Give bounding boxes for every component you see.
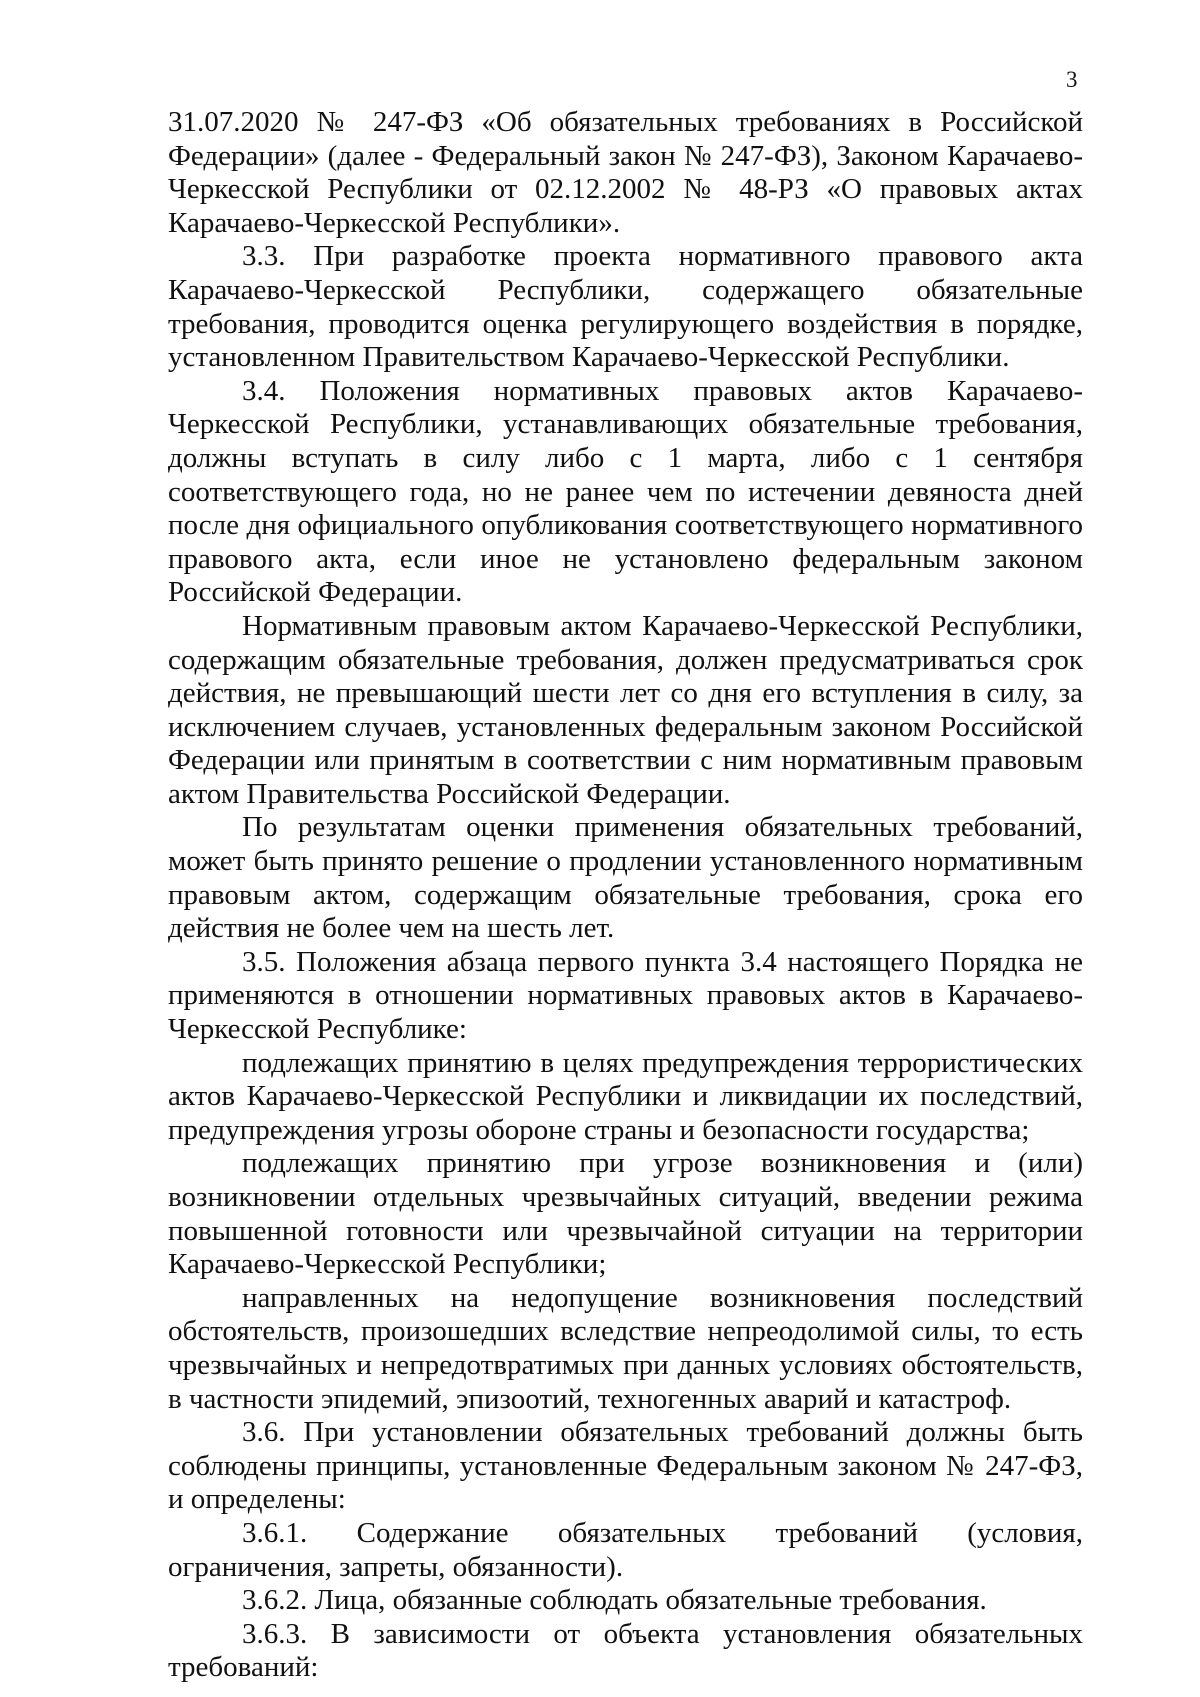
document-body <box>168 106 1083 1685</box>
paragraph-3-6-2: 3.6.2. Лица, обязанные соблюдать обязательные требования. <box>242 1584 987 1617</box>
list-item-terrorism: подлежащих принятию в целях предупреждения террористических актов Карачаево-Черкесской Республики и ликвидации их последствий, предупреждения угрозы обороне страны и безопасности государства; <box>168 1046 1083 1146</box>
paragraph-3-3: 3.3. При разработке проекта нормативного правового акта Карачаево-Черкесской Республики, содержащего обязательные требования, проводится оценка регулирующего воздействия в порядке, установленном Правительством Карачаево-Черкесской Республики. <box>168 240 1083 374</box>
page-number: 3 <box>1066 67 1078 92</box>
paragraph-term-extension: По результатам оценки применения обязательных требований, может быть принято решение о продлении установленного нормативным правовым актом, содержащим обязательные требования, срока его действия не более чем на шесть лет. <box>168 811 1083 945</box>
paragraph-3-5: 3.5. Положения абзаца первого пункта 3.4 настоящего Порядка не применяются в отношении нормативных правовых актов в Карачаево-Черкесской Республике: <box>168 945 1083 1046</box>
list-item-force-majeure: направленных на недопущение возникновения последствий обстоятельств, произошедших вследствие непреодолимой силы, то есть чрезвычайных и непредотвратимых при данных условиях обстоятельств, в частности эпидемий, эпизоотий, техногенных аварий и катастроф. <box>168 1281 1083 1415</box>
paragraph-validity-term: Нормативным правовым актом Карачаево-Черкесской Республики, содержащим обязательные требования, должен предусматриваться срок действия, не превышающий шести лет со дня его вступления в силу, за исключением случаев, установленных федеральным законом Российской Федерации или принятым в соответствии с ним нормативным правовым актом Правительства Российской Федерации. <box>168 609 1083 810</box>
list-item-emergency: подлежащих принятию при угрозе возникновения и (или) возникновении отдельных чрезвычайных ситуаций, введении режима повышенной готовности или чрезвычайной ситуации на территории Карачаево-Черкесской Республики; <box>168 1147 1083 1281</box>
paragraph-federal-law-reference: 31.07.2020 № 247-ФЗ «Об обязательных требованиях в Российской Федерации» (далее - Федеральный закон № 247-ФЗ), Законом Карачаево-Черкесской Республики от 02.12.2002 № 48-РЗ «О правовых актах Карачаево-Черкесской Республики». <box>168 106 1083 239</box>
paragraph-3-4: 3.4. Положения нормативных правовых актов Карачаево-Черкесской Республики, устанавливающих обязательные требования, должны вступать в силу либо с 1 марта, либо с 1 сентября соответствующего года, но не ранее чем по истечении девяноста дней после дня официального опубликования соответствующего нормативного правового акта, если иное не установлено федеральным законом Российской Федерации. <box>168 374 1083 609</box>
paragraph-3-6-1: 3.6.1. Содержание обязательных требований (условия, ограничения, запреты, обязанности). <box>168 1516 1083 1583</box>
paragraph-3-6: 3.6. При установлении обязательных требований должны быть соблюдены принципы, установленные Федеральным законом № 247-ФЗ, и определены: <box>168 1416 1083 1516</box>
paragraph-3-6-3: 3.6.3. В зависимости от объекта установления обязательных требований: <box>168 1617 1083 1684</box>
